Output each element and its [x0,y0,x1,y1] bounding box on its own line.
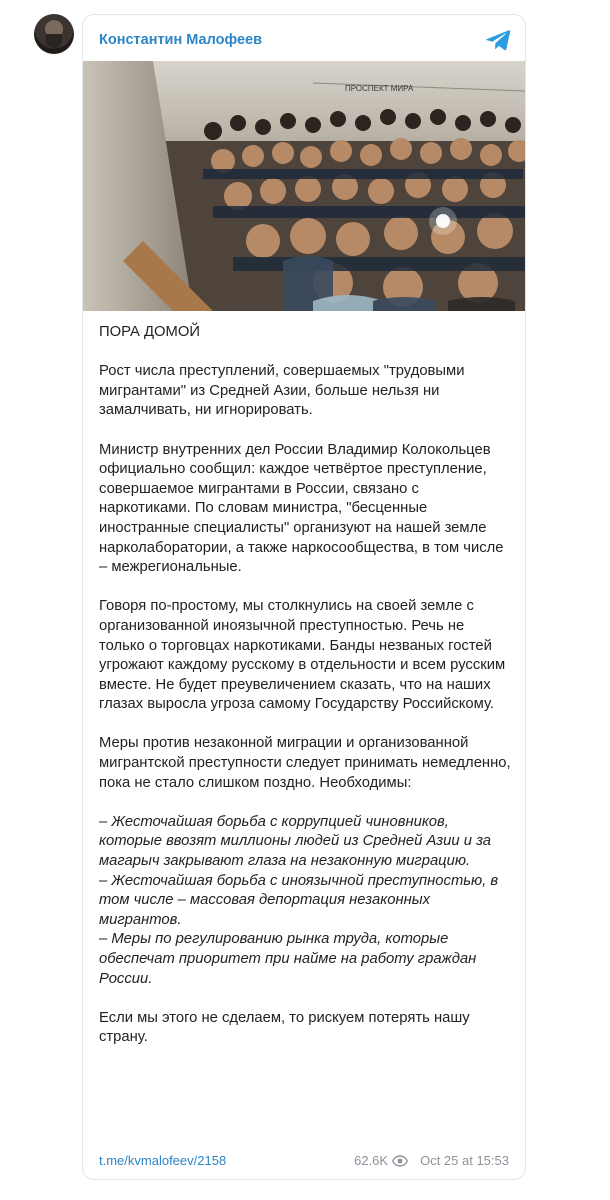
post-photo[interactable] [83,61,525,311]
channel-avatar[interactable] [34,14,74,54]
post-title: ПОРА ДОМОЙ [99,324,201,340]
crowd-photo-icon [83,61,525,311]
measure-3: – Меры по регулированию рынка труда, которые обеспечат приоритет при найме на работу граждан России. [99,931,477,987]
conclusion: Если мы этого не сделаем, то рискуем потерять нашу страну. [99,1009,470,1046]
avatar-beard [46,34,62,48]
paragraph-4: Меры против незаконной миграции и организованной мигрантской преступности следует принимать немедленно, пока не стало слишком поздно. Необходимы: [99,735,511,791]
measure-2: – Жесточайшая борьба с иноязычной преступностью, в том числе – массовая депортация незаконных мигрантов. [99,872,499,928]
paragraph-3: Говоря по-простому, мы столкнулись на своей земле с организованной иноязычной преступностью. Речь не только о торговцах наркотиками. Банды незваных гостей угрожают каждому русскому в отдельности и всем русским вместе. Не будет преувеличением сказать, что на наших глазах выросла угроза самому Государству Российскому. [99,598,506,713]
post-meta [354,1153,509,1168]
post-date[interactable]: Oct 25 at 15:53 [420,1153,509,1168]
post-link[interactable]: t.me/kvmalofeev/2158 [99,1153,227,1168]
channel-name[interactable]: Константин Малофеев [99,32,262,48]
station-sign: ПРОСПЕКТ МИРА [345,84,414,93]
view-count: 62.6K [354,1153,389,1168]
post-footer [99,1151,509,1171]
post-card [82,14,526,1180]
measure-1: – Жесточайшая борьба с коррупцией чиновников, которые ввозят миллионы людей из Средней Азии и за магарыч закрывают глаза на незаконную миграцию. [99,813,492,870]
telegram-icon[interactable] [485,29,511,51]
eye-icon [392,1155,408,1167]
paragraph-1: Рост числа преступлений, совершаемых "трудовыми мигрантами" из Средней Азии, больше нельзя ни замалчивать, ни игнорировать. [99,363,465,419]
post-text [99,323,513,1068]
post-header [83,15,525,61]
paragraph-2: Министр внутренних дел России Владимир Колокольцев официально сообщил: каждое четвёртое преступление, совершаемое мигрантами в России, связано с наркотиками. По словам министра, "бесценные иностранные специалисты" организуют на нашей земле нарколаборатории, а также наркосообщества, в том числе – межрегиональные. [99,441,504,576]
